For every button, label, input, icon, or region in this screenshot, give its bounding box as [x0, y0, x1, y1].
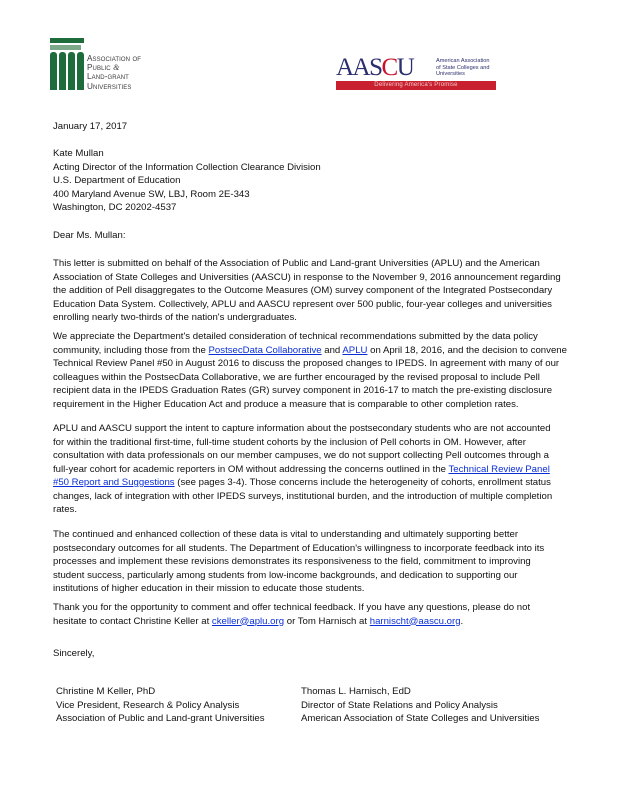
recipient-address-line1: 400 Maryland Avenue SW, LBJ, Room 2E-343: [53, 188, 250, 200]
salutation: Dear Ms. Mullan:: [53, 230, 126, 241]
signature-block-keller: [56, 685, 265, 726]
aascu-full-name: American Association of State Colleges and Universities: [436, 58, 490, 78]
signatory-name: Thomas L. Harnisch, EdD: [301, 686, 411, 697]
column-icon: [50, 38, 84, 90]
signatory-name: Christine M Keller, PhD: [56, 686, 156, 697]
signatory-org: Association of Public and Land-grant Universities: [56, 713, 265, 724]
aascu-logo: [336, 54, 496, 93]
aascu-wordmark: AASCU: [336, 54, 414, 81]
signatory-title: Vice President, Research & Policy Analysis: [56, 699, 240, 711]
aascu-tagline: Delivering America's Promise: [336, 81, 496, 90]
recipient-name: Kate Mullan: [53, 148, 104, 159]
paragraph-1: This letter is submitted on behalf of the Association of Public and Land-grant Universities (APLU) and the American Association of State Colleges and Universities (AASCU) in response to the November 9, 2016 announcement regarding the addition of Pell disaggregates to the Outcome Measures (OM) survey component of the Integrated Postsecondary Education Data System. Collectively, APLU and AASCU represent over 500 public, four-year colleges and universities enrolling nearly two-thirds of the nation's undergraduates.: [53, 258, 561, 323]
recipient-org: U.S. Department of Education: [53, 175, 181, 186]
aplu-logo: [50, 38, 180, 90]
email-link-harnisch[interactable]: harnischt@aascu.org: [369, 615, 461, 627]
signature-block-harnisch: [301, 685, 539, 726]
recipient-address: [53, 147, 321, 215]
postsecdata-collaborative-link[interactable]: PostsecData Collaborative: [208, 344, 322, 356]
signatory-title: Director of State Relations and Policy Analysis: [301, 699, 498, 711]
signatory-org: American Association of State Colleges and Universities: [301, 713, 540, 724]
letter-date: January 17, 2017: [53, 121, 128, 132]
closing: Sincerely,: [53, 648, 95, 659]
paragraph-3: APLU and AASCU support the intent to capture information about the postsecondary students who are not accounted for within the traditional first-time, full-time student cohorts by the inclusion of Pell cohorts in OM. However, after consultation with data professionals on our member campuses, we do not support collecting Pell outcomes through a full-year cohort for academic reporters in OM without addressing the concerns outlined in the Technical Review Panel #50 Report and Suggestions (see pages 3-4). Those concerns include the heterogeneity of cohorts, enrollment status changes, lack of integration with other IPEDS surveys, institutional burden, and the introduction of multiple completion rates.: [53, 423, 553, 515]
paragraph-5: Thank you for the opportunity to comment and offer technical feedback. If you have any questions, please do not hesitate to contact Christine Keller at ckeller@aplu.org or Tom Harnisch at harnischt@aascu.org.: [53, 602, 531, 627]
paragraph-2: We appreciate the Department's detailed consideration of technical recommendations submitted by the data policy community, including those from the PostsecData Collaborative and APLU on April 18, 2016, and the decision to convene Technical Review Panel #50 in August 2016 to discuss the proposed changes to IPEDS. In agreement with many of our colleagues within the PostsecData Collaborative, we are further encouraged by the revised proposal to include Pell recipient data in the IPEDS Graduation Rates (GR) survey component in 2016-17 to match the pre-existing disclosure requirement in the Higher Education Act and produce a measure that is comparable to other completion rates.: [53, 331, 567, 410]
recipient-address-line2: Washington, DC 20202-4537: [53, 202, 177, 213]
technical-review-panel-link[interactable]: Technical Review Panel: [448, 463, 550, 475]
email-link-keller[interactable]: ckeller@aplu.org: [211, 615, 285, 627]
aplu-link[interactable]: APLU: [342, 344, 368, 356]
paragraph-4: The continued and enhanced collection of these data is vital to understanding and ultimately supporting better postsecondary outcomes for all students. The Department of Education's willingness to incorporate feedback into its processes and implement these revisions demonstrates its responsiveness to the field, commitment to improving student success, particularly among students from low-income backgrounds, and dedication to supporting our institutions of higher education in their mission to educate those students.: [53, 529, 545, 594]
technical-review-panel-link-cont[interactable]: #50 Report and Suggestions: [53, 477, 175, 488]
aplu-logo-text: Association of Public & Land-grant Universities: [87, 54, 142, 91]
recipient-title: Acting Director of the Information Collection Clearance Division: [53, 161, 321, 173]
